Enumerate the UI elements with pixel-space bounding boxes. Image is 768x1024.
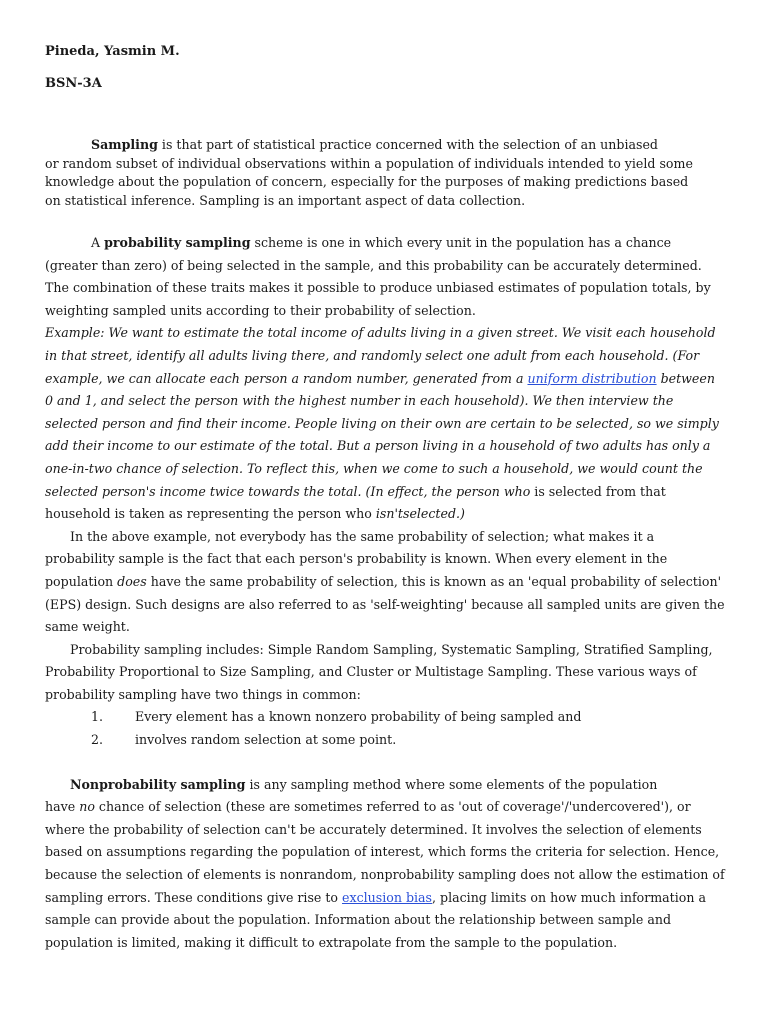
nonprobability-sampling-term: Nonprobability sampling bbox=[70, 776, 246, 792]
sampling-term: Sampling bbox=[91, 137, 158, 152]
list-item: 2. involves random selection at some point. bbox=[91, 732, 397, 748]
equal-probability-paragraph: In the above example, not everybody has the same probability of selection; what makes it a probability sample is the fact that each person's probability is known. When every element in the population does have the same probability of selection, this is known as an 'equal probability of selection' (EPS) design. Such designs are also referred to as 'self-weighting' because all sampled units are given the same weight. bbox=[45, 528, 725, 635]
common-traits-list bbox=[45, 706, 725, 751]
document-body bbox=[45, 232, 725, 954]
probability-methods-paragraph: Probability sampling includes: Simple Random Sampling, Systematic Sampling, Stratified Sampling, Probability Proportional to Size Sampling, and Cluster or Multistage Sampling. These various ways of probability sampling have two things in common: bbox=[45, 641, 713, 702]
list-item: 1. Every element has a known nonzero probability of being sampled and bbox=[91, 709, 582, 725]
probability-sampling-term: probability sampling bbox=[104, 235, 251, 250]
probability-sampling-paragraph: A probability sampling scheme is one in which every unit in the population has a chance (greater than zero) of being selected in the sample, and this probability can be accurately determined. The combination of these traits makes it possible to produce unbiased estimates of population totals, by weighting sampled units according to their probability of selection. bbox=[45, 235, 711, 318]
class-section: BSN-3A bbox=[45, 76, 102, 91]
nonprobability-sampling-paragraph: Nonprobability sampling is any sampling method where some elements of the population have no chance of selection (these are sometimes referred to as 'out of coverage'/'undercovered'), or where the probability of selection can't be accurately determined. It involves the selection of elements based on assumptions regarding the population of interest, which forms the criteria for selection. Hence, because the selection of elements is nonrandom, nonprobability sampling does not allow the estimation of sampling errors. These conditions give rise to exclusion bias, placing limits on how much information a sample can provide about the population. Information about the relationship between sample and population is limited, making it difficult to extrapolate from the sample to the population. bbox=[45, 776, 725, 950]
exclusion-bias-link[interactable]: exclusion bias bbox=[342, 889, 433, 905]
example-paragraph: Example: We want to estimate the total income of adults living in a given street. We visit each household in that street, identify all adults living there, and randomly select one adult from each household. (For example, we can allocate each person a random number, generated from a uniform distribution between 0 and 1, and select the person with the highest number in each household). We then interview the selected person and find their income. People living on their own are certain to be selected, so we simply add their income to our estimate of the total. But a person living in a household of two adults has only a one-in-two chance of selection. To reflect this, when we come to such a household, we would count the selected person's income twice towards the total. (In effect, the person who is selected from that household is taken as representing the person who isn'tselected.) bbox=[45, 325, 719, 522]
sampling-paragraph: Sampling is that part of statistical practice concerned with the selection of an unbiased or random subset of individual observations within a population of individuals intended to yield some knowledge about the population of concern, especially for the purposes of making predictions based on statistical inference. Sampling is an important aspect of data collection. bbox=[45, 137, 693, 208]
uniform-distribution-link[interactable]: uniform distribution bbox=[527, 370, 657, 386]
author-name: Pineda, Yasmin M. bbox=[45, 44, 180, 59]
